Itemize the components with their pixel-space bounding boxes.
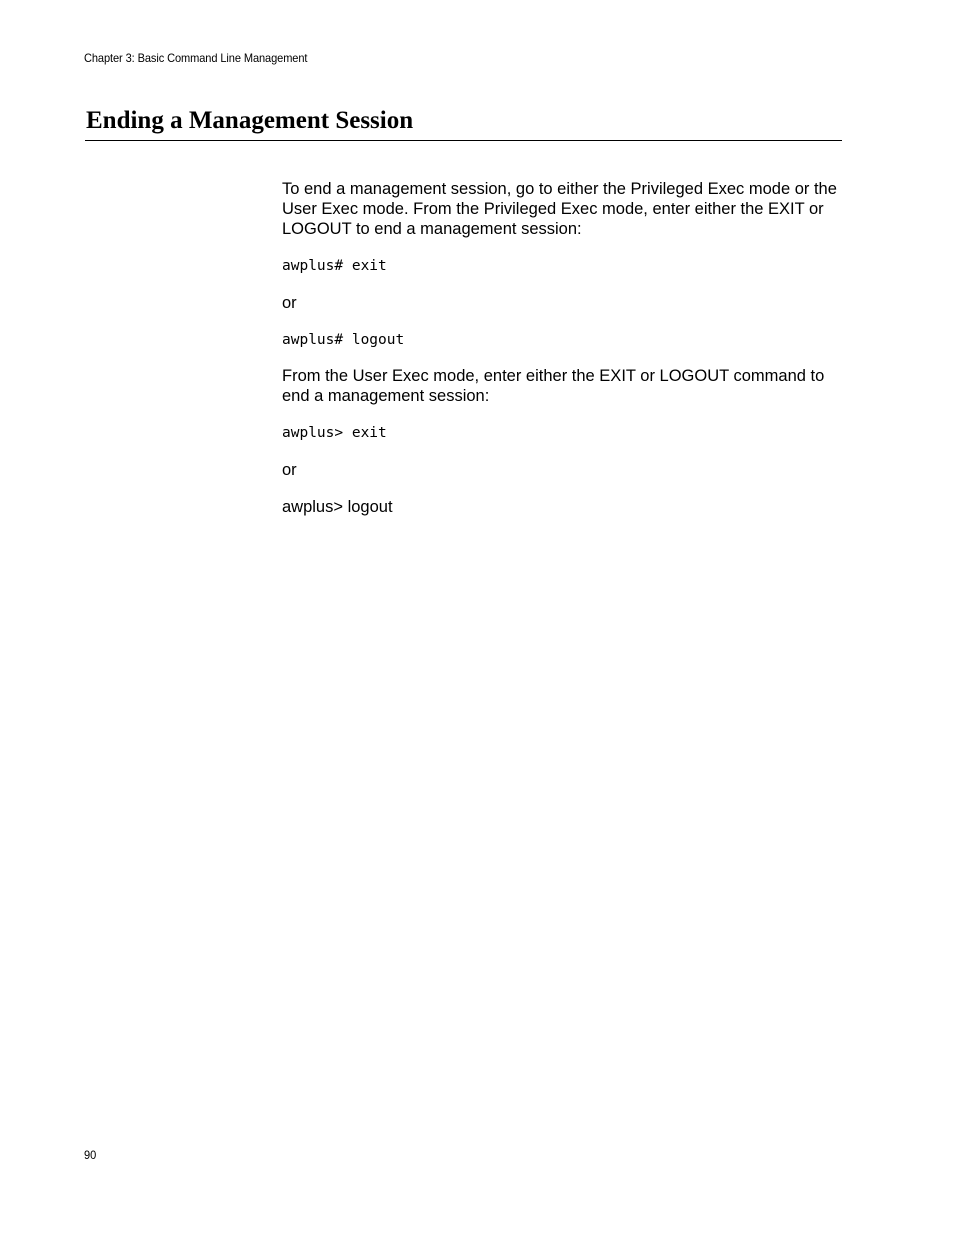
user-exec-paragraph: From the User Exec mode, enter either the EXIT or LOGOUT command to end a management session: (282, 367, 825, 405)
or-separator-1: or (282, 294, 297, 312)
section-title: Ending a Management Session (86, 107, 414, 134)
intro-paragraph: To end a management session, go to either the Privileged Exec mode or the User Exec mode. From the Privileged Exec mode, enter either the EXIT or LOGOUT to end a management session: (282, 180, 837, 238)
body-content (282, 179, 847, 517)
privileged-logout-command: awplus# logout (282, 332, 405, 348)
title-rule (85, 140, 842, 141)
running-header: Chapter 3: Basic Command Line Management (84, 51, 308, 65)
page-number: 90 (84, 1148, 97, 1162)
user-logout-command: awplus> logout (282, 498, 393, 516)
or-separator-2: or (282, 461, 297, 479)
user-exit-command: awplus> exit (282, 425, 387, 441)
privileged-exit-command: awplus# exit (282, 258, 387, 274)
